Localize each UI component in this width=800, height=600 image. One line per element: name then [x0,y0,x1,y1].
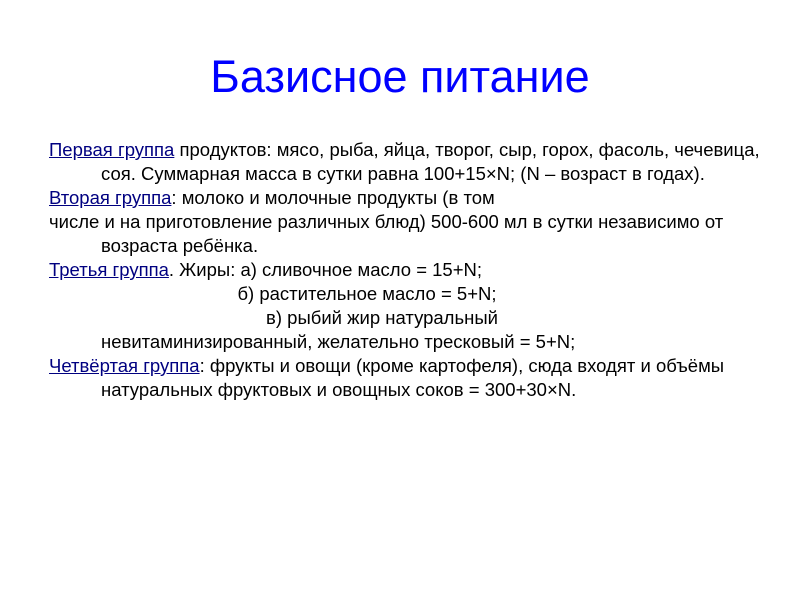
group-3-line-c2: невитаминизированный, желательно тресковый = 5+N; [101,331,576,352]
group-1-text: продуктов: мясо, рыба, яйца, творог, сыр, горох, фасоль, чечевица, соя. Суммарная масса в сутки равна 100+15×N; (N – возраст в годах). [101,139,760,184]
group-4-label: Четвёртая группа [49,355,200,376]
slide-title: Базисное питание [210,51,590,102]
group-2-text: : молоко и молочные продукты (в том [171,187,495,208]
slide-body [49,138,765,402]
group-2-label: Вторая группа [49,187,172,208]
group-2-continuation: числе и на приготовление различных блюд) 500-600 мл в сутки независимо от возраста ребёнка. [49,211,724,256]
group-3-line-b: б) растительное масло = 5+N; [237,283,497,304]
group-1-label: Первая группа [49,139,175,160]
group-3-text: . Жиры: а) сливочное масло = 15+N; [168,259,483,280]
group-3-line-c: в) рыбий жир натуральный [266,307,498,328]
group-4-paragraph [49,354,765,402]
group-2-paragraph [49,186,765,210]
group-4-text: : фрукты и овощи (кроме картофеля), сюда входят и объёмы натуральных фруктовых и овощных соков = 300+30×N. [101,355,725,400]
group-3-paragraph [49,258,765,282]
group-3-label: Третья группа [49,259,169,280]
group-1-paragraph [49,138,765,186]
